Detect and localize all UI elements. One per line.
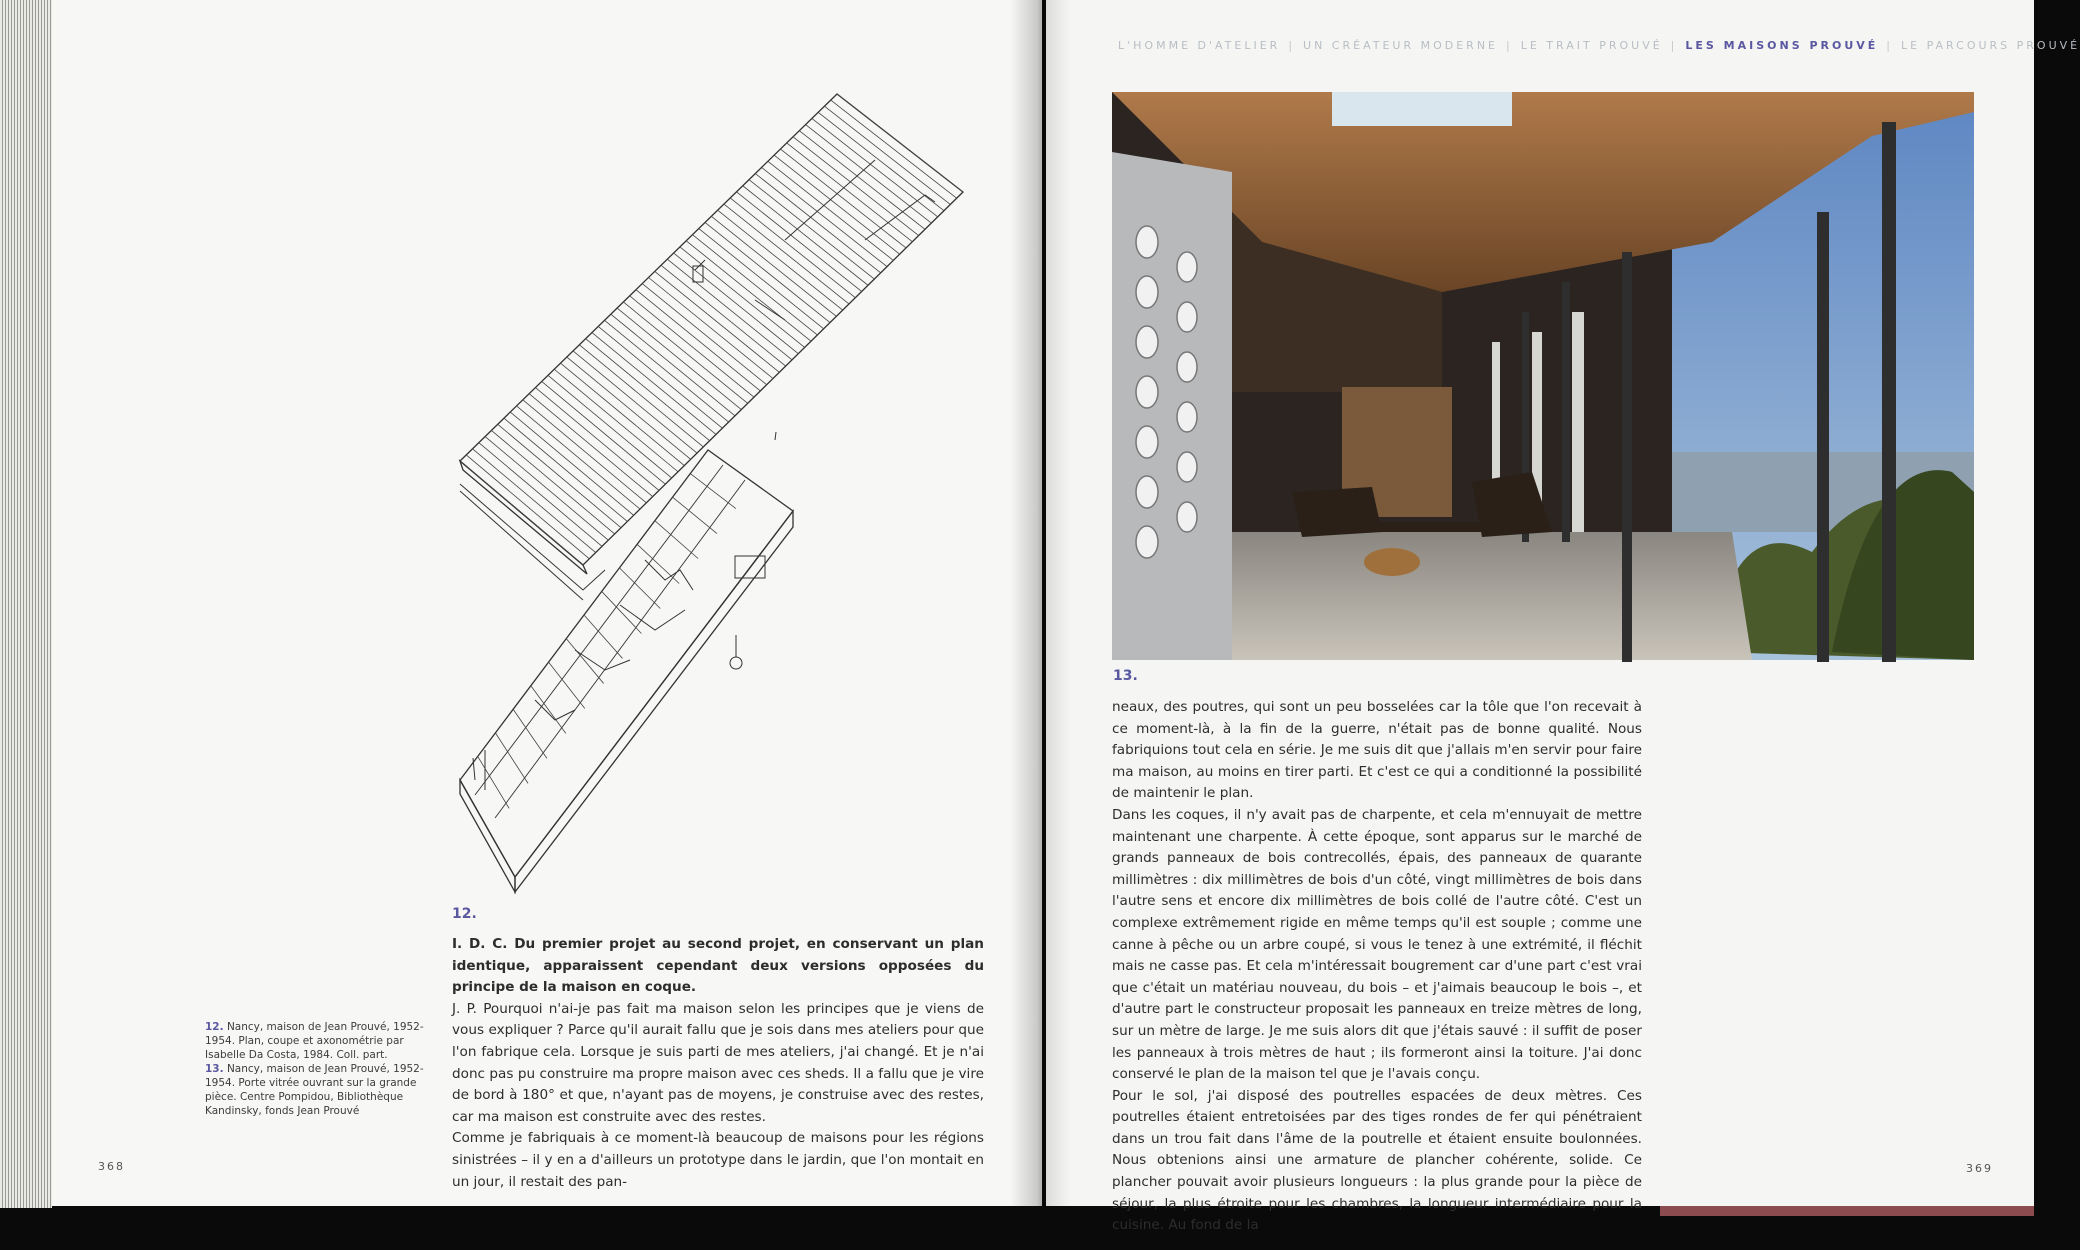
house-body bbox=[460, 450, 793, 892]
figure-13-label: 13. bbox=[1113, 668, 1138, 684]
caption-13: 13. Nancy, maison de Jean Prouvé, 1952-1954. Porte vitrée ouvrant sur la grande pièce. Centre Pompidou, Bibliothèque Kandinsky, fonds Jean Prouvé bbox=[205, 1063, 424, 1117]
page-edge-strip bbox=[1660, 1206, 2034, 1216]
body-paragraph: Dans les coques, il n'y avait pas de charpente, et cela m'ennuyait de mettre maintenant une charpente. À cette époque, sont apparus sur le marché de grands panneaux de bois contrecollés, épais, des panneaux de quarante millimètres : dix millimètres de bois d'un côté, vingt millimètres de bois dans l'autre sens et encore dix millimètres de bois collé de l'autre côté. C'est un complexe extrêmement rigide en même temps qu'il est souple ; comme une canne à pêche ou un arbre coupé, si vous le tenez à une extrémité, il fléchit mais ne casse pas. Et cela m'intéressait bougrement car d'une part c'est vrai que c'était un matériau nouveau, du bois – et j'aimais beaucoup le bois –, et d'autre part le constructeur proposait les panneaux en treize mètres de long, sur un mètre de large. Je me suis alors dit que j'étais sauvé : il suffit de poser les panneaux à trois mètres de haut ; ils formeront ainsi la toiture. J'ai donc conservé le plan de la maison tel que je l'avais conçu. bbox=[1112, 806, 1642, 1083]
book-gutter-shadow bbox=[1010, 0, 1070, 1206]
figure-captions bbox=[205, 1020, 433, 1118]
interview-question: I. D. C. Du premier projet au second projet, en conservant un plan identique, apparaissent cependant deux versions opposées du principe de la maison en coque. bbox=[452, 936, 984, 996]
body-paragraph: Pour le sol, j'ai disposé des poutrelles espacées de deux mètres. Ces poutrelles étaient entretoisées par des tiges rondes de fer qui pénétraient dans un trou fait dans l'âme de la poutrelle et étaient ensuite boulonnées. Nous obtenions ainsi une armature de plancher cohérente, solide. Ce plancher pouvait avoir plusieurs longueurs : la plus grande pour la pièce de séjour, la plus étroite pour les chambres, la longueur intermédiaire pour la cuisine. Au fond de la bbox=[1112, 1087, 1642, 1234]
interview-answer-paragraph: J. P. Pourquoi n'ai-je pas fait ma maison selon les principes que je viens de vous expliquer ? Parce qu'il aurait fallu que je sois dans mes ateliers pour que l'on fabrique cela. Lorsque je suis parti de mes ateliers, j'ai changé. Et je n'ai donc pas pu construire ma propre maison avec ces sheds. Il a fallu que je vire de bord à 180° et que, n'ayant pas de moyens, je construise avec des restes, car ma maison est construite avec des restes. bbox=[452, 1000, 984, 1125]
roof-ribs bbox=[460, 94, 963, 565]
running-head-item: UN CRÉATEUR MODERNE bbox=[1303, 39, 1499, 52]
running-head-item: LE TRAIT PROUVÉ bbox=[1520, 39, 1663, 52]
axonometric-drawing bbox=[455, 90, 975, 898]
roof-slab-outline bbox=[460, 94, 963, 565]
running-head-item-active: LES MAISONS PROUVÉ bbox=[1685, 39, 1879, 52]
interview-answer-paragraph: Comme je fabriquais à ce moment-là beaucoup de maisons pour les régions sinistrées – il y en a d'ailleurs un prototype dans le jardin, que l'on montait en un jour, il restait des pan- bbox=[452, 1130, 984, 1190]
figure-12-label: 12. bbox=[452, 906, 477, 922]
house-details bbox=[473, 432, 776, 790]
left-body-text bbox=[452, 934, 984, 1193]
body-paragraph: neaux, des poutres, qui sont un peu bosselées car la tôle que l'on recevait à ce moment-là, à la fin de la guerre, n'était pas de bonne qualité. Nous fabriquions tout cela en série. Je me suis dit que j'allais m'en servir pour faire ma maison, au moins en tirer parti. Et c'est ce qui a conditionné la possibilité de maintenir le plan. bbox=[1112, 699, 1642, 802]
caption-12: 12. Nancy, maison de Jean Prouvé, 1952-1954. Plan, coupe et axonométrie par Isabelle Da Costa, 1984. Coll. part. bbox=[205, 1021, 424, 1061]
right-body-text bbox=[1112, 697, 1642, 1237]
running-head-item: LE PARCOURS PROUVÉ bbox=[1901, 39, 2080, 52]
page-number-left: 368 bbox=[98, 1160, 125, 1173]
page-number-right: 369 bbox=[1966, 1162, 1993, 1175]
house-interior-walls bbox=[478, 474, 736, 809]
house-interior-photo bbox=[1112, 92, 1974, 660]
running-head-item: L'HOMME D'ATELIER bbox=[1118, 39, 1281, 52]
roof-details bbox=[693, 160, 935, 320]
running-head: L'HOMME D'ATELIER | UN CRÉATEUR MODERNE | LE TRAIT PROUVÉ | LES MAISONS PROUVÉ | LE PARCOURS PROUVÉ bbox=[1118, 39, 2080, 52]
book-page-edges bbox=[0, 0, 52, 1208]
